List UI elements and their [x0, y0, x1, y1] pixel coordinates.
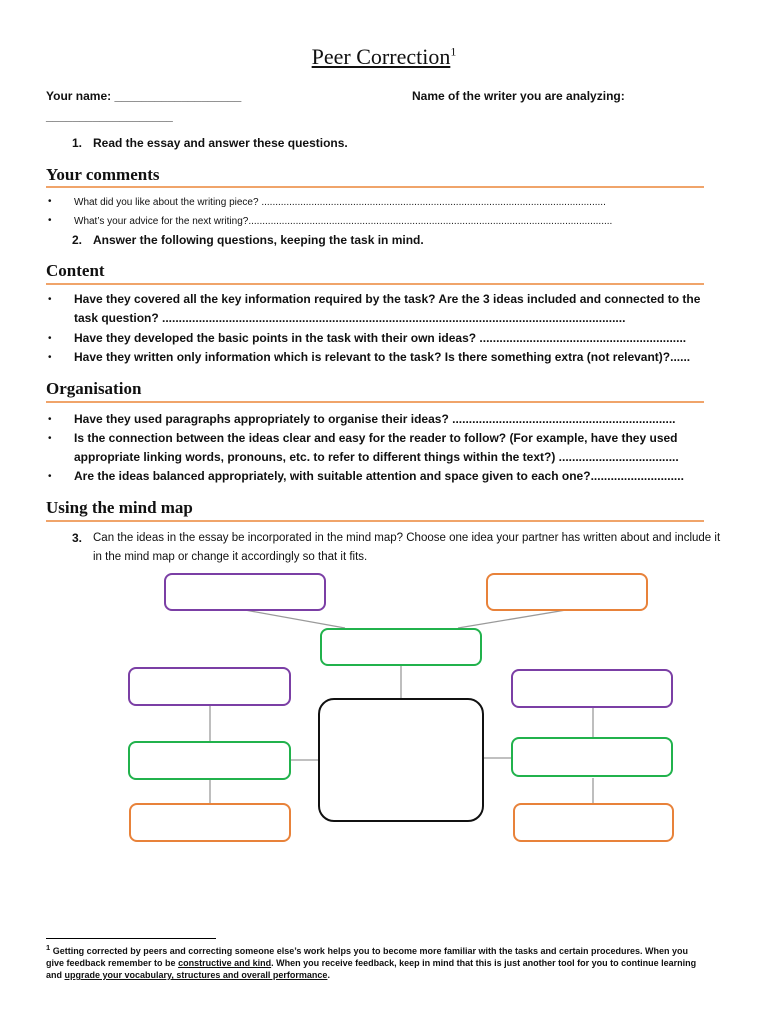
content-item-2: Have they developed the basic points in the task with their own ideas? ..............................................................: [74, 331, 687, 345]
footnote-rule: [46, 938, 216, 939]
connector-line: [458, 610, 566, 628]
heading-mind-map: Using the mind map: [46, 498, 193, 517]
bullet: •: [48, 215, 52, 226]
heading-organisation: Organisation: [46, 379, 142, 398]
bullet: •: [48, 196, 52, 207]
footnote-mark: 1: [46, 943, 51, 952]
q2-number: 2.: [72, 233, 83, 247]
organisation-item-3: Are the ideas balanced appropriately, with suitable attention and space given to each one?............................: [74, 469, 684, 483]
mind-map-box-green-left[interactable]: [128, 741, 291, 780]
mind-map-box-purple-top-left[interactable]: [164, 573, 326, 611]
bullet: •: [48, 471, 52, 482]
comment-item-2: What’s your advice for the next writing?...................................................................................................................................: [74, 216, 613, 227]
content-item-1: Have they covered all the key information required by the task? Are the 3 ideas included and connected to the task question? ...........................................................................................................................................: [74, 292, 701, 325]
mind-map-box-orange-bottom-right[interactable]: [513, 803, 674, 842]
mind-map-box-green-top-center[interactable]: [320, 628, 482, 666]
heading-content: Content: [46, 261, 105, 280]
bullet: •: [48, 333, 52, 344]
bullet: •: [48, 414, 52, 425]
mind-map-box-purple-right[interactable]: [511, 669, 673, 708]
organisation-item-1: Have they used paragraphs appropriately to organise their ideas? ...................................................................: [74, 412, 676, 426]
mind-map-box-green-right[interactable]: [511, 737, 673, 777]
footnote-text-2: . When you receive feedback, keep in mind that this is just another tool for you to continue learning and: [46, 958, 697, 980]
mind-map-box-purple-left[interactable]: [128, 667, 291, 706]
heading-your-comments: Your comments: [46, 165, 160, 184]
footnote-emphasis-1: constructive and kind: [178, 958, 272, 968]
q2-text: Answer the following questions, keeping the task in mind.: [93, 233, 424, 247]
footnote: [46, 942, 706, 981]
connector-line: [245, 610, 345, 628]
bullet: •: [48, 294, 52, 305]
footnote-emphasis-2: upgrade your vocabulary, structures and overall performance: [64, 970, 328, 980]
mind-map-box-orange-top-right[interactable]: [486, 573, 648, 611]
writer-name-blank: ___________________: [46, 109, 173, 123]
your-name-field: Your name: ___________________: [46, 89, 242, 103]
footnote-text-1: Getting corrected by peers and correcting someone else’s work helps you to become more familiar with the tasks and certain procedures. When you give feedback remember to be: [46, 946, 689, 968]
mind-map-center-box[interactable]: [318, 698, 484, 822]
q1-text: Read the essay and answer these questions.: [93, 136, 348, 150]
mind-map-box-orange-bottom-left[interactable]: [129, 803, 291, 842]
content-item-3: Have they written only information which is relevant to the task? Is there something extra (not relevant)?......: [74, 350, 691, 364]
bullet: •: [48, 433, 52, 444]
title-footnote-mark: 1: [450, 44, 457, 59]
bullet: •: [48, 352, 52, 363]
q3-text: Can the ideas in the essay be incorporated in the mind map? Choose one idea your partner has written about and include it in the mind map or change it accordingly so that it fits.: [93, 532, 721, 563]
organisation-item-2: Is the connection between the ideas clear and easy for the reader to follow? (For example, have they used appropriate linking words, pronouns, etc. to refer to different things within the text?) ....................................: [74, 431, 679, 464]
comment-item-1: What did you like about the writing piece? ............................................................................................................................: [74, 197, 606, 208]
q1-number: 1.: [72, 136, 83, 150]
writer-name-field: Name of the writer you are analyzing:: [412, 89, 625, 103]
q3-number: 3.: [72, 531, 83, 545]
footnote-text-3: .: [327, 970, 330, 980]
title-text: Peer Correction: [311, 44, 451, 69]
